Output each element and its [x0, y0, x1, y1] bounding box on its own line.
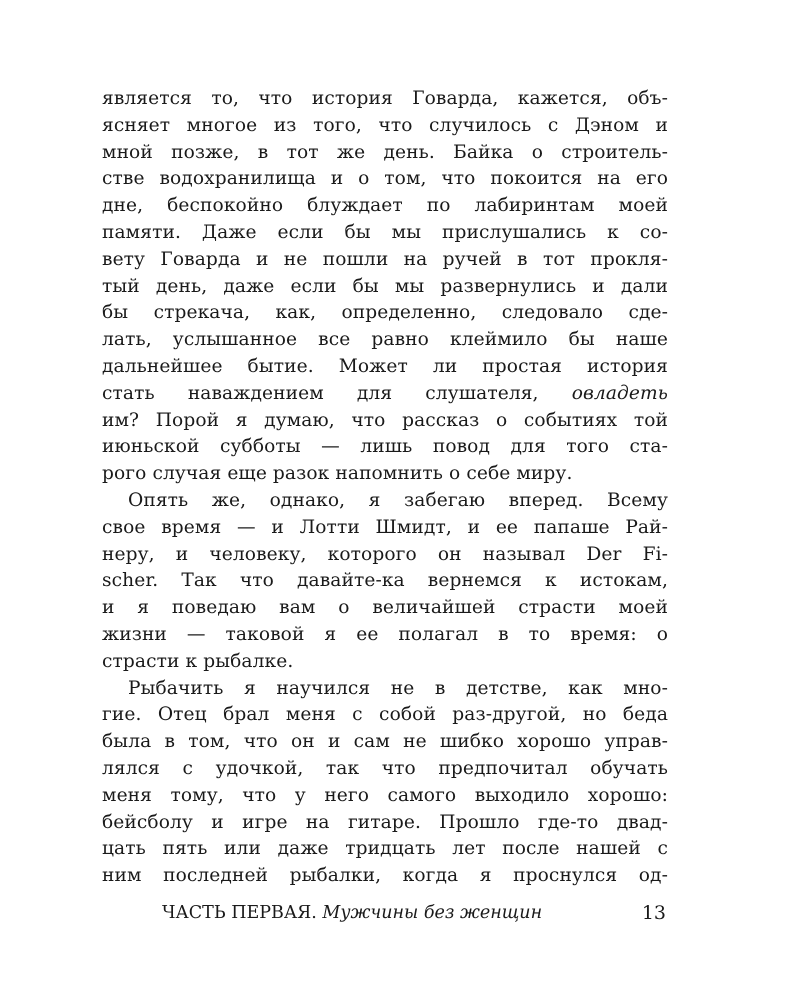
- text-segment: стать наваждением для слушателя,: [102, 382, 539, 404]
- text-line: является то, что история Говарда, кажется, объ-: [102, 88, 668, 109]
- text-line: вету Говарда и не пошли на ручей в тот прокля-: [102, 248, 668, 270]
- text-line: дне, беспокойно блуждает по лабиринтам моей: [102, 195, 668, 217]
- text-line: scher. Так что давайте-ка вернемся к истокам,: [102, 570, 668, 592]
- running-head: [162, 898, 542, 928]
- text-line: бейсболу и игре на гитаре. Прошло где-то двад-: [102, 811, 668, 833]
- text-line: бы стрекача, как, определенно, следовало сде-: [102, 302, 668, 324]
- page-footer: [102, 898, 668, 928]
- text-line: им? Порой я думаю, что рассказ о событиях той: [102, 409, 668, 431]
- text-line: Рыбачить я научился не в детстве, как мно-: [128, 677, 668, 699]
- text-line: памяти. Даже если бы мы прислушались к со-: [102, 221, 668, 243]
- text-line-with-emphasis: [102, 381, 668, 408]
- text-line: лялся с удочкой, так что предпочитал обучать: [102, 757, 668, 779]
- text-line: лать, услышанное все равно клеймило бы наше: [102, 329, 668, 351]
- emphasized-word: овладеть: [571, 382, 668, 404]
- text-line: стве водохранилища и о том, что покоится на его: [102, 168, 668, 190]
- text-line: рого случая еще разок напомнить о себе миру.: [102, 463, 573, 485]
- text-line: свое время — и Лотти Шмидт, и ее папаше Рай-: [102, 516, 668, 538]
- page-body: [102, 86, 668, 890]
- text-line: ясняет многое из того, что случилось с Дэном и: [102, 114, 668, 136]
- text-line: мной позже, в тот же день. Байка о строитель-: [102, 141, 668, 163]
- running-head-part: ЧАСТЬ ПЕРВАЯ.: [162, 903, 317, 923]
- text-line: и я поведаю вам о величайшей страсти моей: [102, 597, 668, 619]
- text-line: неру, и человеку, которого он называл Der Fi-: [102, 543, 668, 565]
- text-line: дальнейшее бытие. Может ли простая история: [102, 355, 668, 377]
- text-line: цать пять или даже тридцать лет после нашей с: [102, 838, 668, 860]
- text-line: июньской субботы — лишь повод для того ста-: [102, 436, 668, 458]
- running-head-subtitle: Мужчины без женщин: [322, 903, 543, 923]
- text-line: меня тому, что у него самого выходило хорошо:: [102, 784, 668, 806]
- text-line: была в том, что он и сам не шибко хорошо управ-: [102, 731, 668, 753]
- page-number: 13: [641, 902, 666, 924]
- text-line: гие. Отец брал меня с собой раз-другой, но беда: [102, 704, 668, 726]
- text-line: жизни — таковой я ее полагал в то время: о: [102, 623, 668, 645]
- text-line: страсти к рыбалке.: [102, 650, 294, 672]
- text-line: ним последней рыбалки, когда я проснулся од-: [102, 865, 668, 887]
- text-line: тый день, даже если бы мы развернулись и дали: [102, 275, 668, 297]
- text-line: Опять же, однако, я забегаю вперед. Всему: [128, 489, 668, 511]
